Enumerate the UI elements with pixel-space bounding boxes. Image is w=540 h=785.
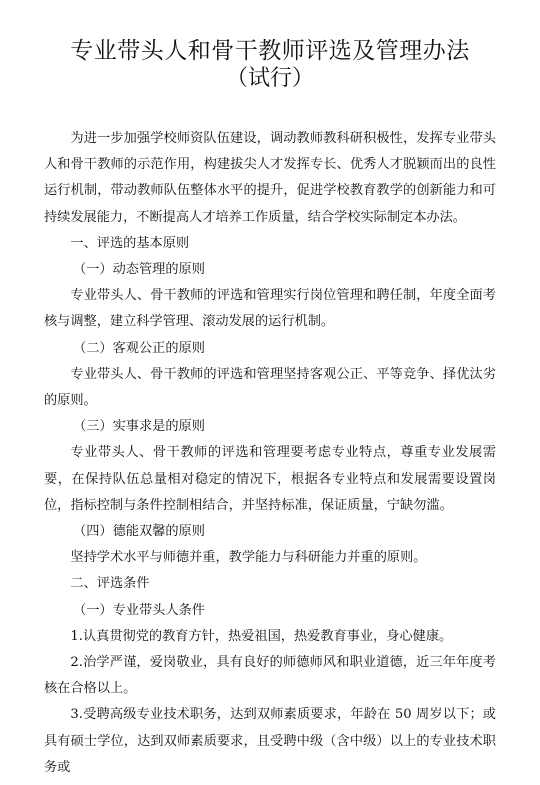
subsection-heading: （二）客观公正的原则 bbox=[73, 340, 205, 356]
body-paragraph: 1.认真贯彻党的教育方针，热爱祖国，热爱教育事业，身心健康。 bbox=[70, 628, 453, 644]
document-body bbox=[44, 126, 496, 781]
section-heading: 一、评选的基本原则 bbox=[70, 235, 190, 251]
body-paragraph: 专业带头人、骨干教师的评选和管理坚持客观公正、平等竞争、择优汰劣的原则。 bbox=[44, 366, 496, 409]
subsection-heading: （四）德能双馨的原则 bbox=[73, 524, 205, 540]
document-title: 专业带头人和骨干教师评选及管理办法 bbox=[70, 38, 470, 64]
subsection-heading: （一）动态管理的原则 bbox=[73, 262, 205, 278]
document-subtitle: （试行） bbox=[225, 66, 314, 91]
body-paragraph: 3.受聘高级专业技术职务，达到双师素质要求，年龄在 50 周岁以下；或具有硕士学位，达到双师素质要求，且受聘中级（含中级）以上的专业技术职务或 bbox=[44, 707, 496, 775]
body-paragraph: 2.治学严谨，爱岗敬业，具有良好的师德师风和职业道德，近三年年度考核在合格以上。 bbox=[44, 655, 496, 697]
section-heading: 二、评选条件 bbox=[70, 576, 150, 592]
subsection-heading: （三）实事求是的原则 bbox=[73, 419, 205, 435]
body-paragraph: 专业带头人、骨干教师的评选和管理实行岗位管理和聘任制，年度全面考核与调整，建立科学管理、滚动发展的运行机制。 bbox=[44, 288, 496, 330]
body-paragraph: 坚持学术水平与师德并重，教学能力与科研能力并重的原则。 bbox=[70, 550, 427, 566]
subsection-heading: （一）专业带头人条件 bbox=[73, 602, 205, 618]
body-paragraph: 为进一步加强学校师资队伍建设，调动教师教科研积极性，发挥专业带头人和骨干教师的示范作用，构建拔尖人才发挥专长、优秀人才脱颖而出的良性运行机制，带动教师队伍整体水平的提升，促进学校教育教学的创新能力和可持续发展能力，不断提高人才培养工作质量，结合学校实际制定本办法。 bbox=[44, 131, 496, 225]
body-paragraph: 专业带头人、骨干教师的评选和管理要考虑专业特点，尊重专业发展需要，在保持队伍总量相对稳定的情况下，根据各专业特点和发展需要设置岗位，指标控制与条件控制相结合，并坚持标准，保证质量，宁缺勿滥。 bbox=[44, 445, 496, 513]
